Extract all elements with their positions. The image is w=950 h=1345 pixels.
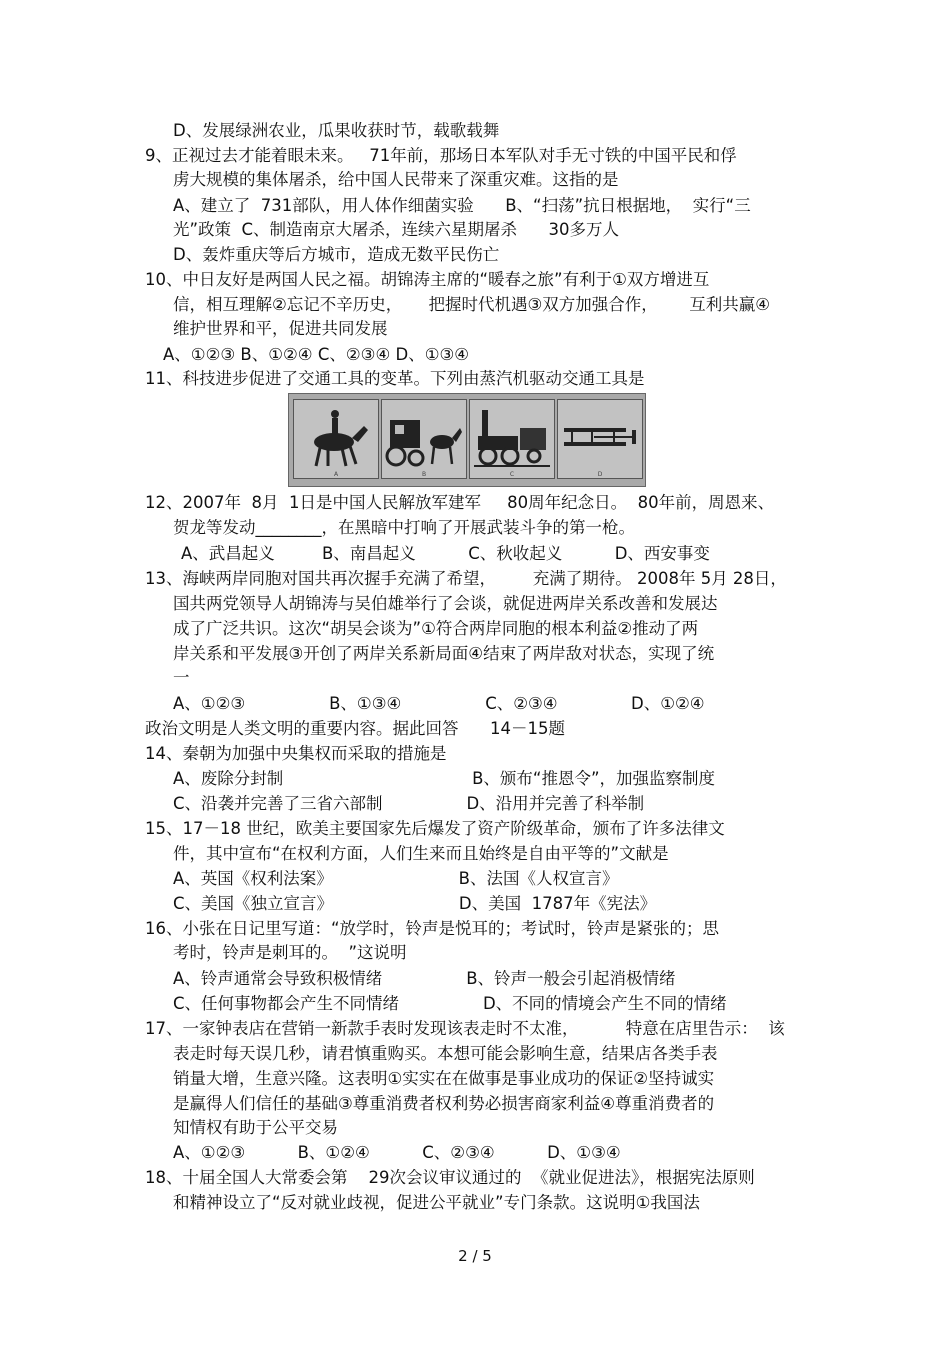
question-18: 18、十届全国人大常委会第 29次会议审议通过的 《就业促进法》，根据宪法原则 [145, 1168, 755, 1187]
biplane-image [557, 399, 643, 479]
text-line: D、发展绿洲农业，瓜果收获时节，载歌载舞 [173, 121, 500, 140]
option-line: A、英国《权利法案》 B、法国《人权宣言》 [173, 869, 619, 888]
question-11: 11、科技进步促进了交通工具的变革。下列由蒸汽机驱动交通工具是 [145, 369, 645, 388]
text-line: 维护世界和平，促进共同发展 [173, 319, 388, 338]
text-line: 信，相互理解②忘记不辛历史， 把握时代机遇③双方加强合作， 互利共赢④ [173, 295, 771, 314]
option-line: A、武昌起义 B、南昌起义 C、秋收起义 D、西安事变 [181, 544, 710, 563]
question-15: 15、17－18 世纪，欧美主要国家先后爆发了资产阶级革命，颁布了许多法律文 [145, 819, 725, 838]
text-line: 销量大增，生意兴隆。这表明①实实在在做事是事业成功的保证②坚持诚实 [173, 1069, 715, 1088]
option-line: C、沿袭并完善了三省六部制 D、沿用并完善了科举制 [173, 794, 645, 813]
page-number: 2 / 5 [458, 1247, 492, 1265]
caption-b: B [421, 471, 427, 478]
option-line: D、轰炸重庆等后方城市，造成无数平民伤亡 [173, 245, 500, 264]
text-line: 光”政策 C、制造南京大屠杀，连续六星期屠杀 30多万人 [173, 220, 620, 239]
option-line: A、建立了 731部队，用人体作细菌实验 B、“扫荡”抗日根据地， 实行“三 [173, 196, 751, 215]
caption-a: A [333, 471, 339, 478]
question-16: 16、小张在日记里写道：“放学时，铃声是悦耳的；考试时，铃声是紧张的；思 [145, 919, 720, 938]
text-line: 一 [173, 668, 190, 687]
text-line: 是赢得人们信任的基础③尊重消费者权利势必损害商家利益④尊重消费者的 [173, 1094, 715, 1113]
steam-locomotive-image [469, 399, 555, 479]
text-line: 贺龙等发动________，在黑暗中打响了开展武装斗争的第一枪。 [173, 518, 635, 537]
question-12: 12、2007年 8月 1日是中国人民解放军建军 80周年纪念日。 80年前，周恩来、 [145, 493, 775, 512]
question-17: 17、一家钟表店在营销一新款手表时发现该表走时不太准， 特意在店里告示： 该 [145, 1019, 785, 1038]
caption-d: D [597, 471, 603, 478]
caption-c: C [509, 471, 515, 478]
text-line: 知情权有助于公平交易 [173, 1118, 338, 1137]
text-line: 表走时每天误几秒，请君慎重购买。本想可能会影响生意，结果店各类手表 [173, 1044, 718, 1063]
text-line: 考时，铃声是刺耳的。 ”这说明 [173, 943, 407, 962]
horse-rider-image [293, 399, 379, 479]
option-line: A、①②③ B、①③④ C、②③④ D、①②④ [173, 694, 705, 713]
option-line: C、美国《独立宣言》 D、美国 1787年《宪法》 [173, 894, 657, 913]
section-intro: 政治文明是人类文明的重要内容。据此回答 14－15题 [145, 719, 565, 738]
text-line: 件，其中宣布“在权利方面，人们生来而且始终是自由平等的”文献是 [173, 844, 669, 863]
option-line: A、废除分封制 B、颁布“推恩令”，加强监察制度 [173, 769, 716, 788]
question-13: 13、海峡两岸同胞对国共再次握手充满了希望， 充满了期待。 2008年 5月 28日， [145, 569, 787, 588]
transport-figure [288, 393, 646, 487]
text-line: 成了广泛共识。这次“胡吴会谈为”①符合两岸同胞的根本利益②推动了两 [173, 619, 699, 638]
question-9: 9、正视过去才能着眼未来。 71年前，那场日本军队对手无寸铁的中国平民和俘 [145, 146, 737, 165]
question-14: 14、秦朝为加强中央集权而采取的措施是 [145, 744, 447, 763]
question-10: 10、中日友好是两国人民之福。胡锦涛主席的“暖春之旅”有利于①双方增进互 [145, 270, 710, 289]
option-line: A、①②③ B、①②④ C、②③④ D、①③④ [163, 345, 470, 364]
text-line: 岸关系和平发展③开创了两岸关系新局面④结束了两岸敌对状态，实现了统 [173, 644, 715, 663]
text-line: 国共两党领导人胡锦涛与吴伯雄举行了会谈，就促进两岸关系改善和发展达 [173, 594, 718, 613]
text-line: 虏大规模的集体屠杀，给中国人民带来了深重灾难。这指的是 [173, 170, 619, 189]
option-line: C、任何事物都会产生不同情绪 D、不同的情境会产生不同的情绪 [173, 994, 727, 1013]
carriage-image [381, 399, 467, 479]
option-line: A、①②③ B、①②④ C、②③④ D、①③④ [173, 1143, 621, 1162]
option-line: A、铃声通常会导致积极情绪 B、铃声一般会引起消极情绪 [173, 969, 676, 988]
text-line: 和精神设立了“反对就业歧视，促进公平就业”专门条款。这说明①我国法 [173, 1193, 700, 1212]
